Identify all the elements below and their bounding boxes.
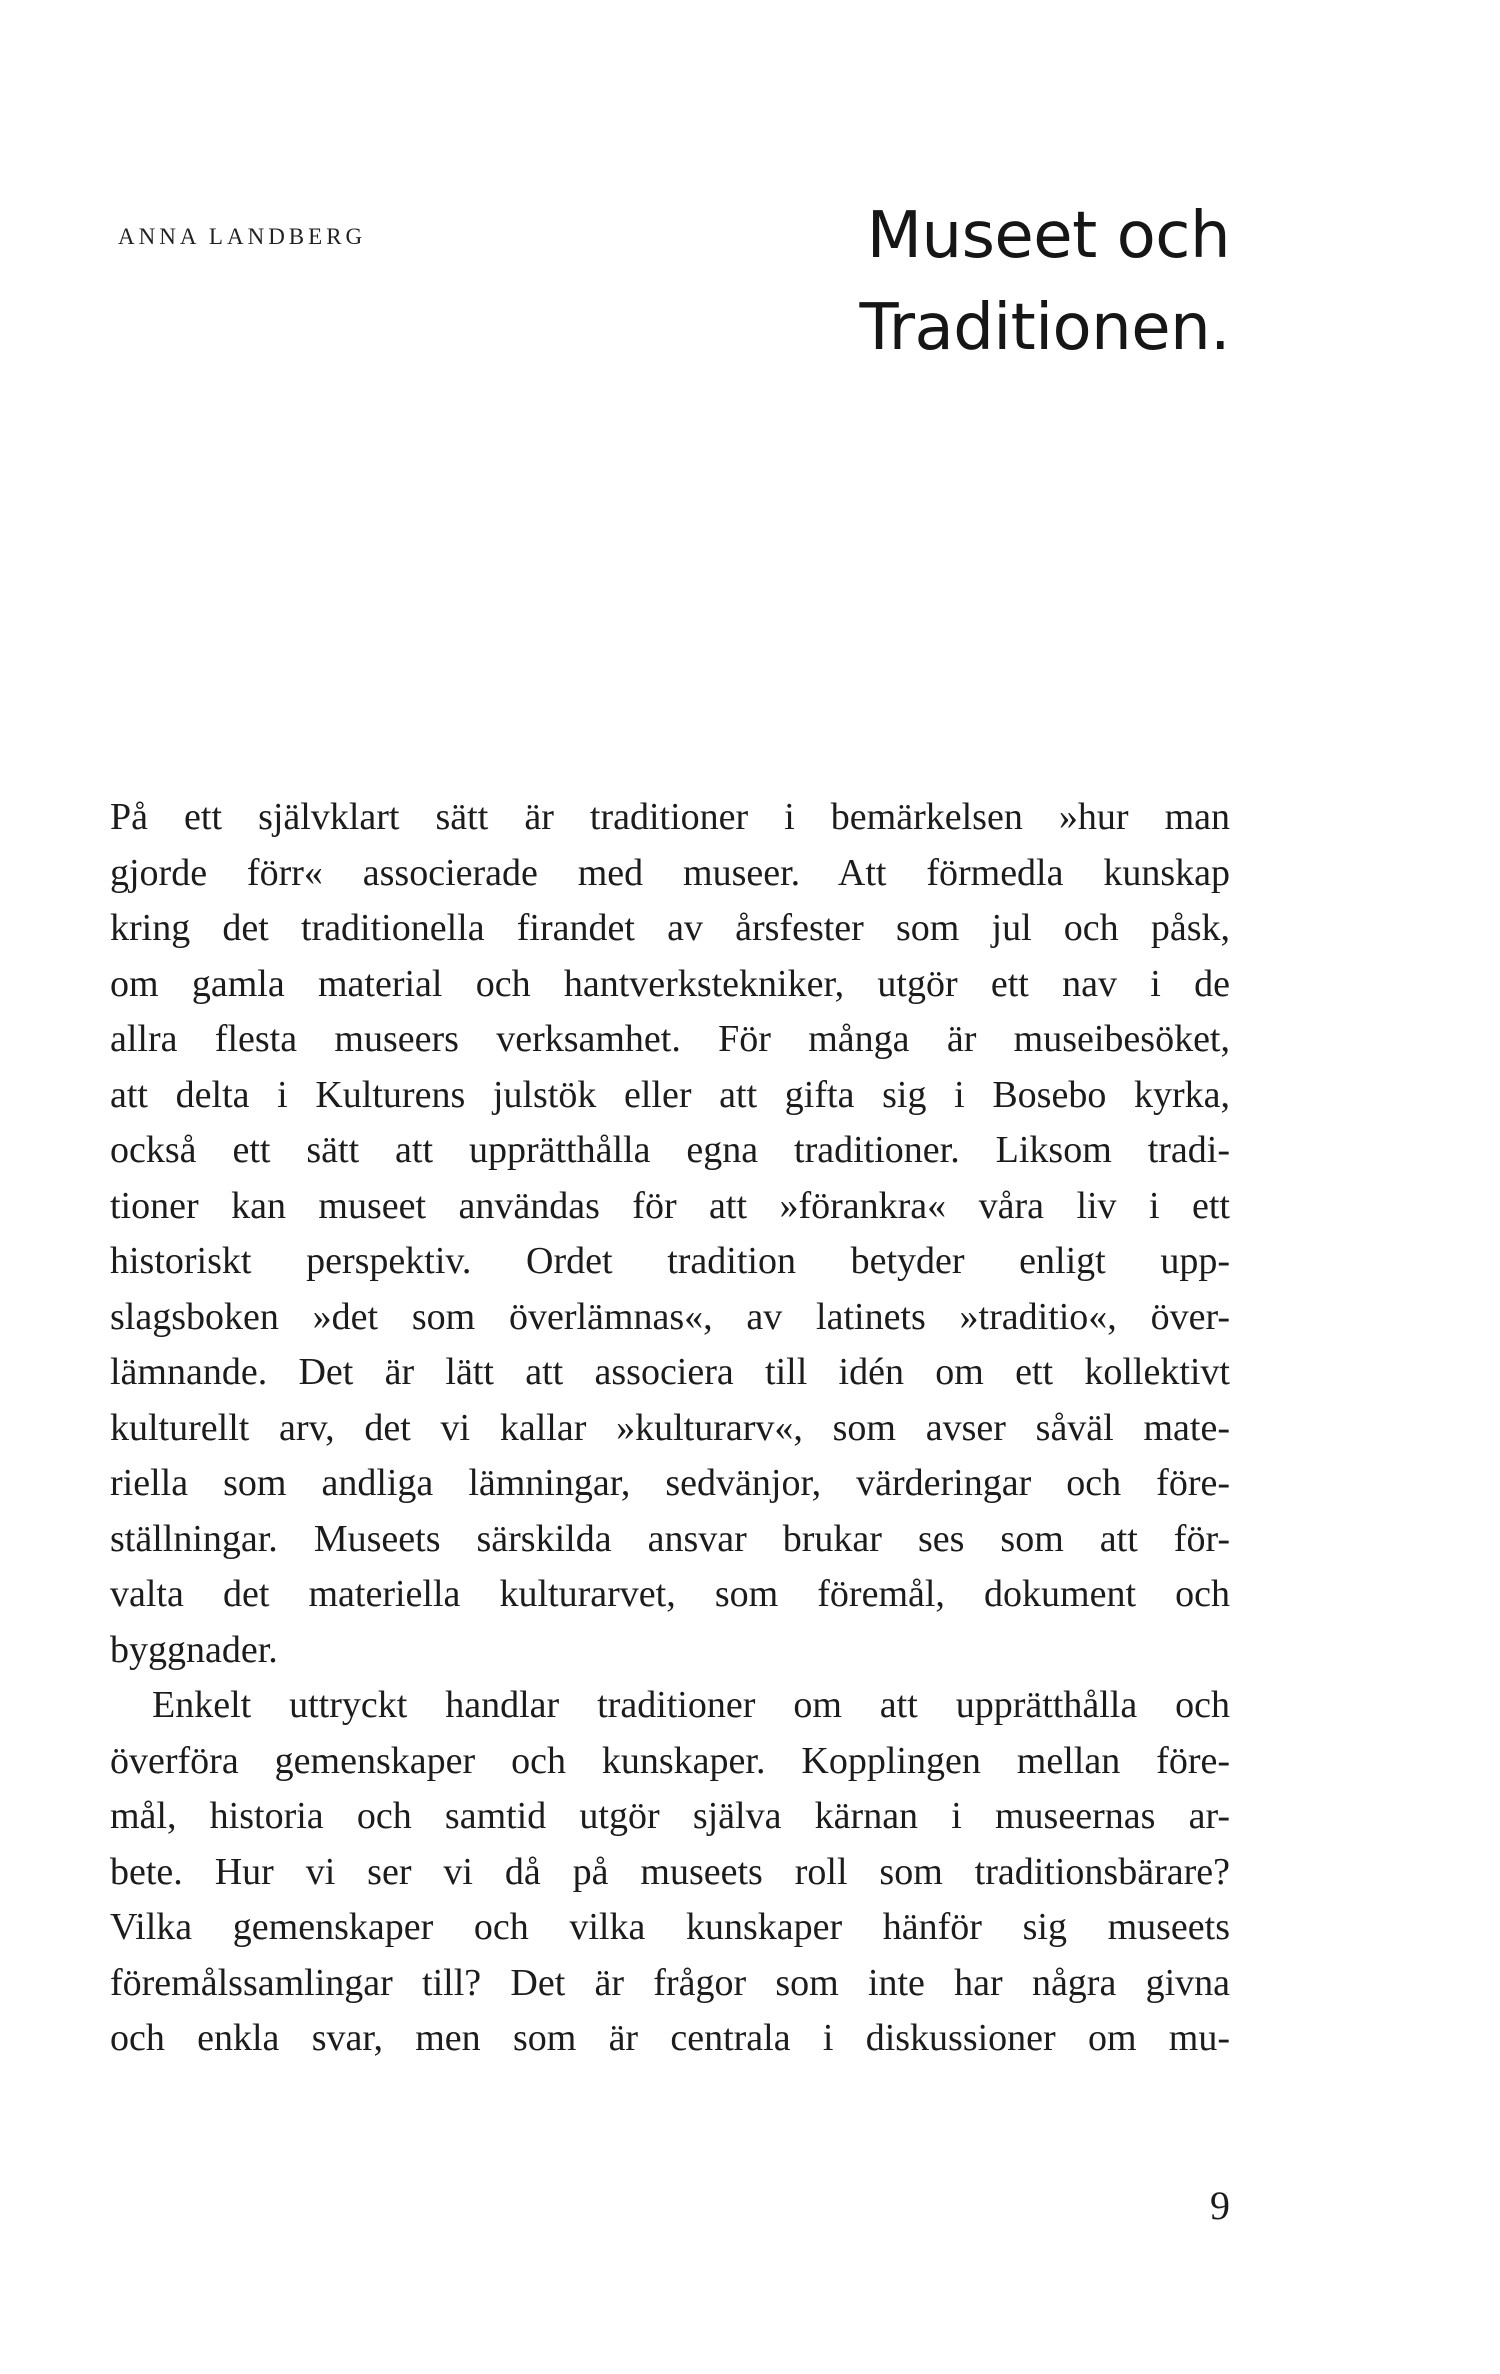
text-line: Vilka gemenskaper och vilka kunskaper hänför sig museets	[110, 1906, 1230, 1948]
text-line: överföra gemenskaper och kunskaper. Kopplingen mellan före-	[110, 1739, 1230, 1782]
text-line: valta det materiella kulturarvet, som föremål, dokument och	[110, 1573, 1230, 1615]
text-line: byggnader.	[110, 1628, 278, 1671]
body-text	[110, 790, 1230, 2067]
text-line: tioner kan museet användas för att »förankra« våra liv i ett	[110, 1184, 1230, 1227]
text-line: och enkla svar, men som är centrala i diskussioner om mu-	[110, 2017, 1230, 2059]
text-line: också ett sätt att upprätthålla egna traditioner. Liksom tradi-	[110, 1129, 1230, 1171]
text-line: kulturellt arv, det vi kallar »kulturarv«, som avser såväl mate-	[110, 1406, 1230, 1449]
text-line: föremålssamlingar till? Det är frågor som inte har några givna	[110, 1961, 1230, 2004]
text-line: bete. Hur vi ser vi då på museets roll som traditionsbärare?	[110, 1850, 1230, 1893]
chapter-title-line-1: Museet och	[866, 199, 1230, 273]
text-line: På ett självklart sätt är traditioner i bemärkelsen »hur man	[110, 796, 1230, 838]
text-line: lämnande. Det är lätt att associera till idén om ett kollektivt	[110, 1351, 1230, 1393]
text-line: kring det traditionella firandet av årsfester som jul och påsk,	[110, 907, 1230, 949]
text-line: Enkelt uttryckt handlar traditioner om att upprätthålla och	[152, 1684, 1230, 1726]
chapter-title	[860, 190, 1231, 374]
paragraph-2	[110, 1678, 1230, 2067]
chapter-title-line-2: Traditionen.	[859, 291, 1230, 365]
text-line: ställningar. Museets särskilda ansvar brukar ses som att för-	[110, 1517, 1230, 1560]
text-line: riella som andliga lämningar, sedvänjor, värderingar och före-	[110, 1462, 1230, 1504]
text-line: om gamla material och hantverkstekniker, utgör ett nav i de	[110, 962, 1230, 1005]
page-number: 9	[1210, 2183, 1230, 2228]
paragraph-1	[110, 790, 1230, 1678]
text-line: allra flesta museers verksamhet. För många är museibesöket,	[110, 1018, 1230, 1060]
text-line: att delta i Kulturens julstök eller att gifta sig i Bosebo kyrka,	[110, 1073, 1230, 1116]
text-line: slagsboken »det som överlämnas«, av latinets »traditio«, över-	[110, 1295, 1230, 1338]
author-name: ANNA LANDBERG	[118, 224, 367, 249]
text-line: gjorde förr« associerade med museer. Att förmedla kunskap	[110, 851, 1230, 894]
text-line: mål, historia och samtid utgör själva kärnan i museernas ar-	[110, 1795, 1230, 1837]
text-line: historiskt perspektiv. Ordet tradition betyder enligt upp-	[110, 1240, 1230, 1282]
